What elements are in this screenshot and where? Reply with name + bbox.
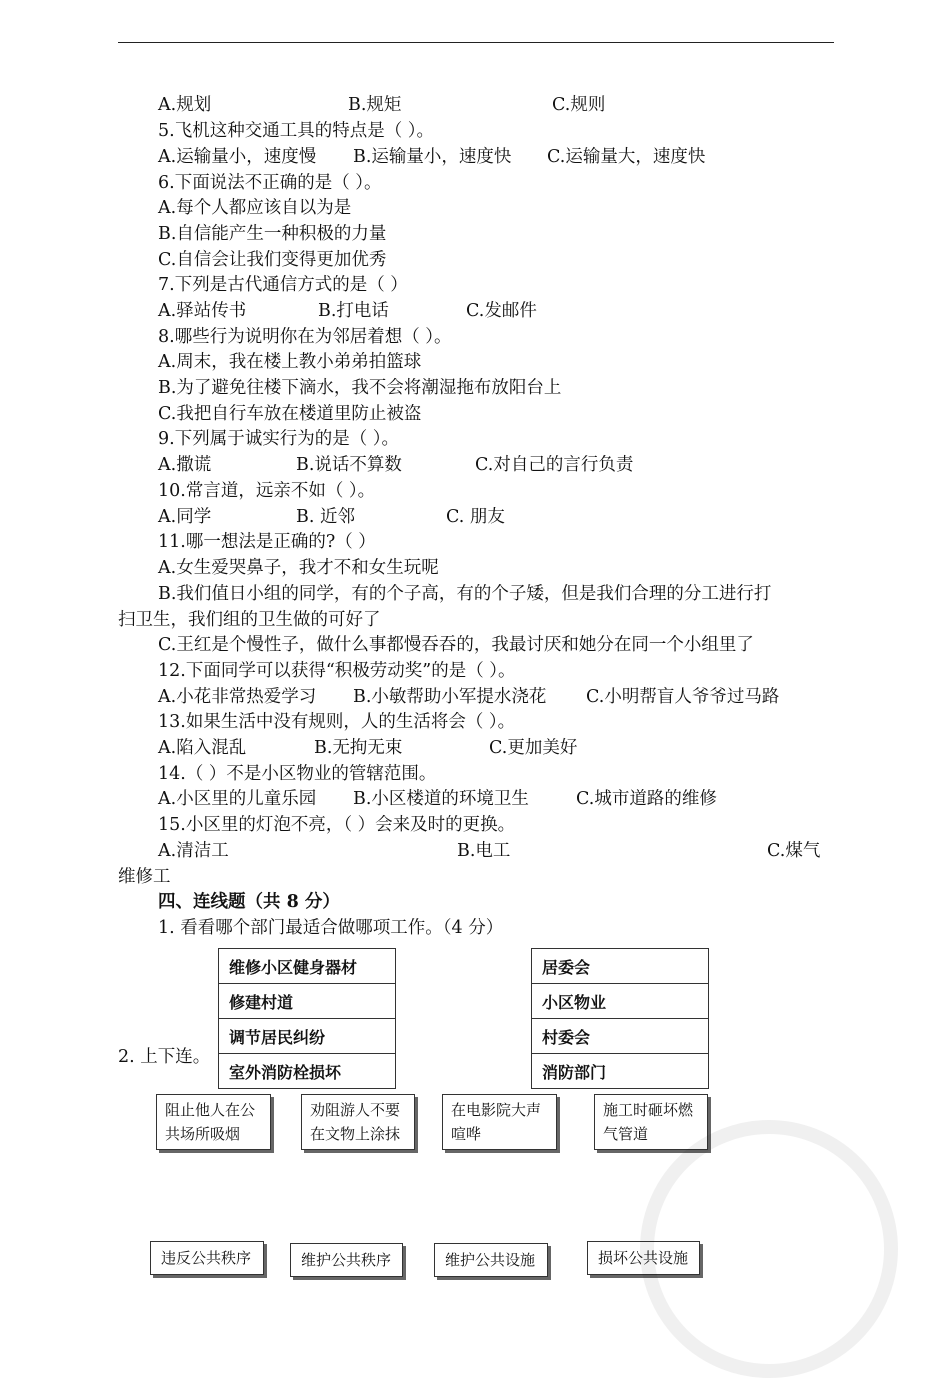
sub-question-1: 1. 看看哪个部门最适合做哪项工作。（4 分） bbox=[158, 918, 504, 938]
option-a: A.陷入混乱 bbox=[158, 738, 247, 758]
section-heading: 四、连线题（共 8 分） bbox=[158, 892, 340, 912]
option-b-cont: 扫卫生，我们组的卫生做的可好了 bbox=[118, 610, 381, 630]
option-b: B.小敏帮助小军提水浇花 bbox=[353, 687, 547, 707]
option-c: C. 朋友 bbox=[446, 507, 505, 527]
question-13: 13.如果生活中没有规则，人的生活将会（ ）。 bbox=[158, 712, 516, 732]
option-c: C.对自己的言行负责 bbox=[475, 455, 634, 475]
option-b: B.自信能产生一种积极的力量 bbox=[158, 224, 387, 244]
option-b: B.小区楼道的环境卫生 bbox=[353, 789, 529, 809]
header-rule bbox=[118, 42, 834, 43]
question-6: 6.下面说法不正确的是（ ）。 bbox=[158, 173, 382, 193]
option-c: C.自信会让我们变得更加优秀 bbox=[158, 250, 387, 270]
option-a: A.清洁工 bbox=[158, 841, 229, 861]
option-a: A.每个人都应该自以为是 bbox=[158, 198, 352, 218]
question-9: 9.下列属于诚实行为的是（ ）。 bbox=[158, 429, 400, 449]
task-cell: 维修小区健身器材 bbox=[219, 949, 396, 984]
question-8: 8.哪些行为说明你在为邻居着想（ ）。 bbox=[158, 327, 452, 347]
behavior-text: 阻止他人在公 bbox=[165, 1101, 256, 1119]
option-b: B.打电话 bbox=[318, 301, 389, 321]
category-box: 维护公共设施 bbox=[434, 1243, 548, 1277]
option-b: B.电工 bbox=[457, 841, 511, 861]
sub-question-2: 2. 上下连。 bbox=[118, 1047, 211, 1067]
option-b: B.我们值日小组的同学，有的个子高，有的个子矮，但是我们合理的分工进行打 bbox=[158, 584, 772, 604]
department-cell: 居委会 bbox=[532, 949, 709, 984]
department-table bbox=[531, 948, 709, 1089]
option-b: B.规矩 bbox=[348, 95, 402, 115]
option-b: B. 近邻 bbox=[296, 507, 355, 527]
question-15: 15.小区里的灯泡不亮，（ ）会来及时的更换。 bbox=[158, 815, 516, 835]
department-cell: 小区物业 bbox=[532, 984, 709, 1019]
behavior-box bbox=[301, 1094, 415, 1150]
option-c: C.小明帮盲人爷爷过马路 bbox=[586, 687, 780, 707]
task-cell: 调节居民纠纷 bbox=[219, 1019, 396, 1054]
behavior-text: 喧哗 bbox=[451, 1125, 482, 1143]
question-11: 11.哪一想法是正确的?（ ） bbox=[158, 532, 376, 552]
behavior-box bbox=[156, 1094, 271, 1150]
option-a: A.女生爱哭鼻子，我才不和女生玩呢 bbox=[158, 558, 439, 578]
question-7: 7.下列是古代通信方式的是（ ） bbox=[158, 275, 408, 295]
task-cell: 室外消防栓损坏 bbox=[219, 1054, 396, 1089]
option-c: C.发邮件 bbox=[466, 301, 537, 321]
behavior-text: 共场所吸烟 bbox=[165, 1125, 241, 1143]
option-b: B.说话不算数 bbox=[296, 455, 402, 475]
option-c: C.城市道路的维修 bbox=[576, 789, 717, 809]
question-14: 14.（ ）不是小区物业的管辖范围。 bbox=[158, 764, 437, 784]
behavior-text: 劝阻游人不要 bbox=[310, 1101, 401, 1119]
option-a: A.周末，我在楼上教小弟弟拍篮球 bbox=[158, 352, 422, 372]
option-a: A.规划 bbox=[158, 95, 212, 115]
option-a: A.运输量小，速度慢 bbox=[158, 147, 317, 167]
behavior-text: 气管道 bbox=[603, 1125, 649, 1143]
option-b: B.运输量小，速度快 bbox=[353, 147, 512, 167]
option-c: C.煤气 bbox=[767, 841, 821, 861]
question-5: 5.飞机这种交通工具的特点是（ ）。 bbox=[158, 121, 435, 141]
option-c: C.我把自行车放在楼道里防止被盗 bbox=[158, 404, 422, 424]
category-box: 损坏公共设施 bbox=[587, 1241, 700, 1275]
behavior-text: 在电影院大声 bbox=[451, 1101, 542, 1119]
option-c: C.运输量大，速度快 bbox=[547, 147, 706, 167]
watermark-seal bbox=[640, 1120, 898, 1378]
option-c: C.更加美好 bbox=[489, 738, 578, 758]
option-a: A.小区里的儿童乐园 bbox=[158, 789, 317, 809]
option-a: A.撒谎 bbox=[158, 455, 212, 475]
option-c: C.王红是个慢性子，做什么事都慢吞吞的，我最讨厌和她分在同一个小组里了 bbox=[158, 635, 754, 655]
behavior-box bbox=[594, 1094, 708, 1150]
option-a: A.同学 bbox=[158, 507, 212, 527]
option-b: B.为了避免往楼下滴水，我不会将潮湿拖布放阳台上 bbox=[158, 378, 562, 398]
option-a: A.小花非常热爱学习 bbox=[158, 687, 317, 707]
department-cell: 村委会 bbox=[532, 1019, 709, 1054]
question-10: 10.常言道，远亲不如（ ）。 bbox=[158, 481, 376, 501]
behavior-text: 施工时砸坏燃 bbox=[603, 1101, 694, 1119]
option-c-cont: 维修工 bbox=[118, 867, 171, 887]
task-table bbox=[218, 948, 396, 1089]
option-c: C.规则 bbox=[552, 95, 606, 115]
question-12: 12.下面同学可以获得“积极劳动奖”的是（ ）。 bbox=[158, 661, 516, 681]
option-b: B.无拘无束 bbox=[314, 738, 403, 758]
category-box: 违反公共秩序 bbox=[150, 1241, 264, 1275]
task-cell: 修建村道 bbox=[219, 984, 396, 1019]
option-a: A.驿站传书 bbox=[158, 301, 247, 321]
category-box: 维护公共秩序 bbox=[290, 1243, 403, 1277]
behavior-box bbox=[442, 1094, 557, 1150]
behavior-text: 在文物上涂抹 bbox=[310, 1125, 401, 1143]
department-cell: 消防部门 bbox=[532, 1054, 709, 1089]
